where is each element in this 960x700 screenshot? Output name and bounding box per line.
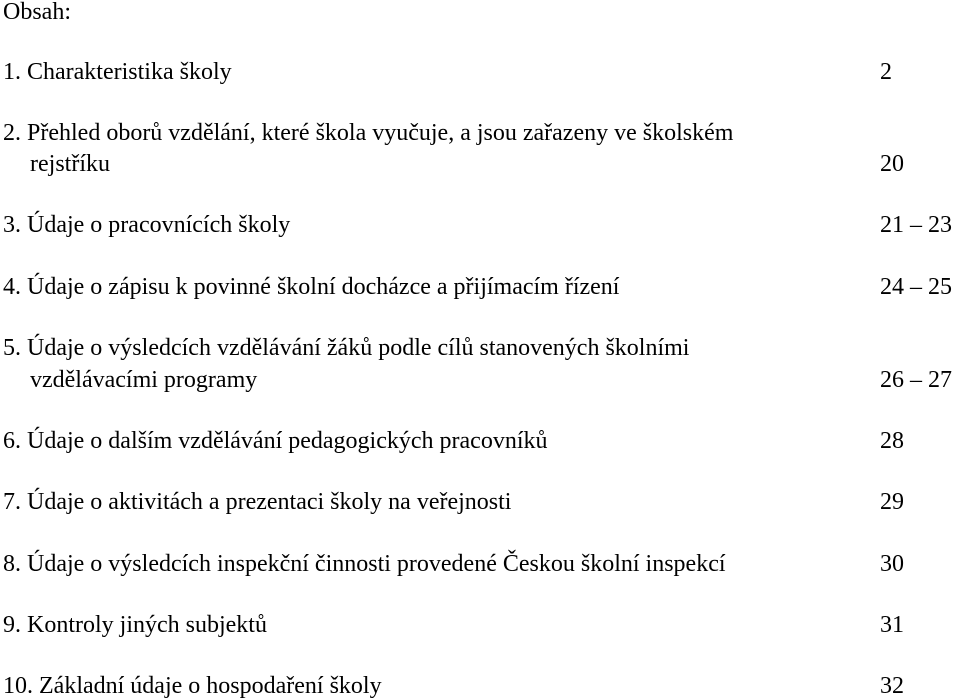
toc-entry-number: 5. — [3, 335, 21, 361]
toc-entry-7-pages: 29 — [880, 489, 904, 515]
toc-entry-title: Údaje o výsledcích inspekční činnosti provedené Českou školní inspekcí — [27, 551, 726, 577]
toc-entry-8 — [3, 550, 726, 578]
toc-entry-number: 1. — [3, 59, 21, 85]
toc-entry-6-pages: 28 — [880, 428, 904, 454]
toc-entry-number: 7. — [3, 489, 21, 515]
toc-entry-9-pages: 31 — [880, 612, 904, 638]
toc-entry-number: 2. — [3, 120, 21, 146]
toc-entry-9 — [3, 611, 267, 639]
toc-entry-number: 3. — [3, 212, 21, 238]
toc-entry-2-continuation: rejstříku — [30, 151, 110, 177]
toc-entry-title: Údaje o výsledcích vzdělávání žáků podle cílů stanovených školními — [27, 335, 690, 361]
toc-entry-title: Údaje o dalším vzdělávání pedagogických pracovníků — [27, 428, 548, 454]
toc-entry-8-pages: 30 — [880, 551, 904, 577]
toc-entry-5-pages: 26 – 27 — [880, 367, 952, 393]
toc-entry-title: Údaje o aktivitách a prezentaci školy na veřejnosti — [27, 489, 512, 515]
toc-entry-3 — [3, 211, 290, 239]
toc-entry-4 — [3, 273, 619, 301]
toc-entry-title: Přehled oborů vzdělání, které škola vyučuje, a jsou zařazeny ve školském — [27, 120, 734, 146]
toc-entry-3-pages: 21 – 23 — [880, 212, 952, 238]
toc-entry-1-pages: 2 — [880, 59, 892, 85]
toc-entry-number: 6. — [3, 428, 21, 454]
toc-entry-title: Základní údaje o hospodaření školy — [39, 673, 382, 699]
toc-entry-title: Kontroly jiných subjektů — [27, 612, 267, 638]
toc-entry-number: 10. — [3, 673, 33, 699]
toc-entry-10 — [3, 672, 382, 700]
toc-entry-title: Údaje o zápisu k povinné školní docházce a přijímacím řízení — [27, 274, 620, 300]
toc-entry-5-continuation: vzdělávacími programy — [30, 367, 258, 393]
toc-entry-4-pages: 24 – 25 — [880, 274, 952, 300]
toc-entry-6 — [3, 427, 548, 455]
toc-entry-2 — [3, 119, 733, 147]
toc-heading: Obsah: — [3, 0, 71, 25]
toc-entry-10-pages: 32 — [880, 673, 904, 699]
toc-entry-2-pages: 20 — [880, 151, 904, 177]
toc-entry-title: Charakteristika školy — [27, 59, 232, 85]
toc-entry-7 — [3, 488, 511, 516]
toc-entry-number: 8. — [3, 551, 21, 577]
toc-entry-number: 4. — [3, 274, 21, 300]
toc-entry-5 — [3, 334, 689, 362]
toc-entry-title: Údaje o pracovnících školy — [27, 212, 291, 238]
toc-entry-1 — [3, 58, 232, 86]
toc-entry-number: 9. — [3, 612, 21, 638]
